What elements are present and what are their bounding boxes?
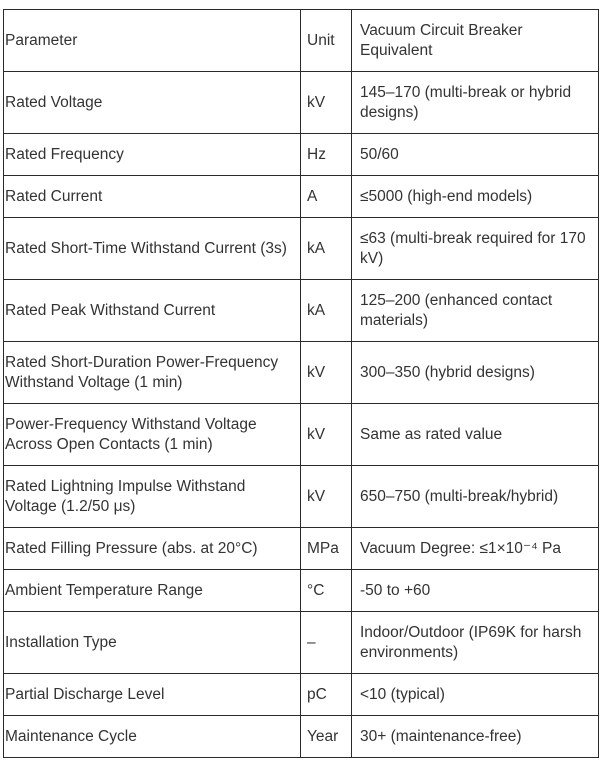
spec-table: [3, 9, 599, 758]
table-row: [4, 134, 599, 176]
table-row: [4, 528, 599, 570]
table-row: [4, 176, 599, 218]
cell-value: 125–200 (enhanced contact materials): [352, 280, 599, 342]
cell-value: Vacuum Degree: ≤1×10⁻⁴ Pa: [352, 528, 599, 570]
table-row: [4, 280, 599, 342]
cell-value: ≤5000 (high-end models): [352, 176, 599, 218]
cell-value: 300–350 (hybrid designs): [352, 342, 599, 404]
cell-parameter: Rated Peak Withstand Current: [4, 280, 301, 342]
cell-unit: A: [301, 176, 352, 218]
cell-unit: kV: [301, 404, 352, 466]
cell-parameter: Rated Lightning Impulse Withstand Voltage (1.2/50 μs): [4, 466, 301, 528]
cell-unit: MPa: [301, 528, 352, 570]
cell-value: 650–750 (multi-break/hybrid): [352, 466, 599, 528]
cell-parameter: Installation Type: [4, 612, 301, 674]
cell-value: -50 to +60: [352, 570, 599, 612]
table-row: [4, 72, 599, 134]
cell-value: 30+ (maintenance-free): [352, 716, 599, 758]
cell-parameter: Rated Current: [4, 176, 301, 218]
cell-parameter: Power-Frequency Withstand Voltage Across Open Contacts (1 min): [4, 404, 301, 466]
cell-value: 145–170 (multi-break or hybrid designs): [352, 72, 599, 134]
cell-parameter: Ambient Temperature Range: [4, 570, 301, 612]
cell-unit: kV: [301, 342, 352, 404]
table-row: [4, 466, 599, 528]
cell-unit: kV: [301, 72, 352, 134]
header-value: Vacuum Circuit Breaker Equivalent: [352, 10, 599, 72]
cell-parameter: Rated Filling Pressure (abs. at 20°C): [4, 528, 301, 570]
cell-parameter: Partial Discharge Level: [4, 674, 301, 716]
table-row: [4, 716, 599, 758]
cell-value: <10 (typical): [352, 674, 599, 716]
cell-parameter: Maintenance Cycle: [4, 716, 301, 758]
table-row: [4, 674, 599, 716]
cell-unit: kA: [301, 280, 352, 342]
cell-unit: Year: [301, 716, 352, 758]
cell-unit: °C: [301, 570, 352, 612]
table-row: [4, 612, 599, 674]
cell-parameter: Rated Short-Time Withstand Current (3s): [4, 218, 301, 280]
header-unit: Unit: [301, 10, 352, 72]
cell-parameter: Rated Short-Duration Power-Frequency Withstand Voltage (1 min): [4, 342, 301, 404]
cell-unit: kA: [301, 218, 352, 280]
cell-unit: kV: [301, 466, 352, 528]
cell-value: Indoor/Outdoor (IP69K for harsh environments): [352, 612, 599, 674]
table-header-row: [4, 10, 599, 72]
cell-unit: –: [301, 612, 352, 674]
cell-parameter: Rated Frequency: [4, 134, 301, 176]
table-row: [4, 404, 599, 466]
cell-unit: Hz: [301, 134, 352, 176]
table-row: [4, 342, 599, 404]
cell-unit: pC: [301, 674, 352, 716]
table-row: [4, 218, 599, 280]
table-row: [4, 570, 599, 612]
cell-value: 50/60: [352, 134, 599, 176]
header-parameter: Parameter: [4, 10, 301, 72]
cell-value: ≤63 (multi-break required for 170 kV): [352, 218, 599, 280]
cell-value: Same as rated value: [352, 404, 599, 466]
cell-parameter: Rated Voltage: [4, 72, 301, 134]
